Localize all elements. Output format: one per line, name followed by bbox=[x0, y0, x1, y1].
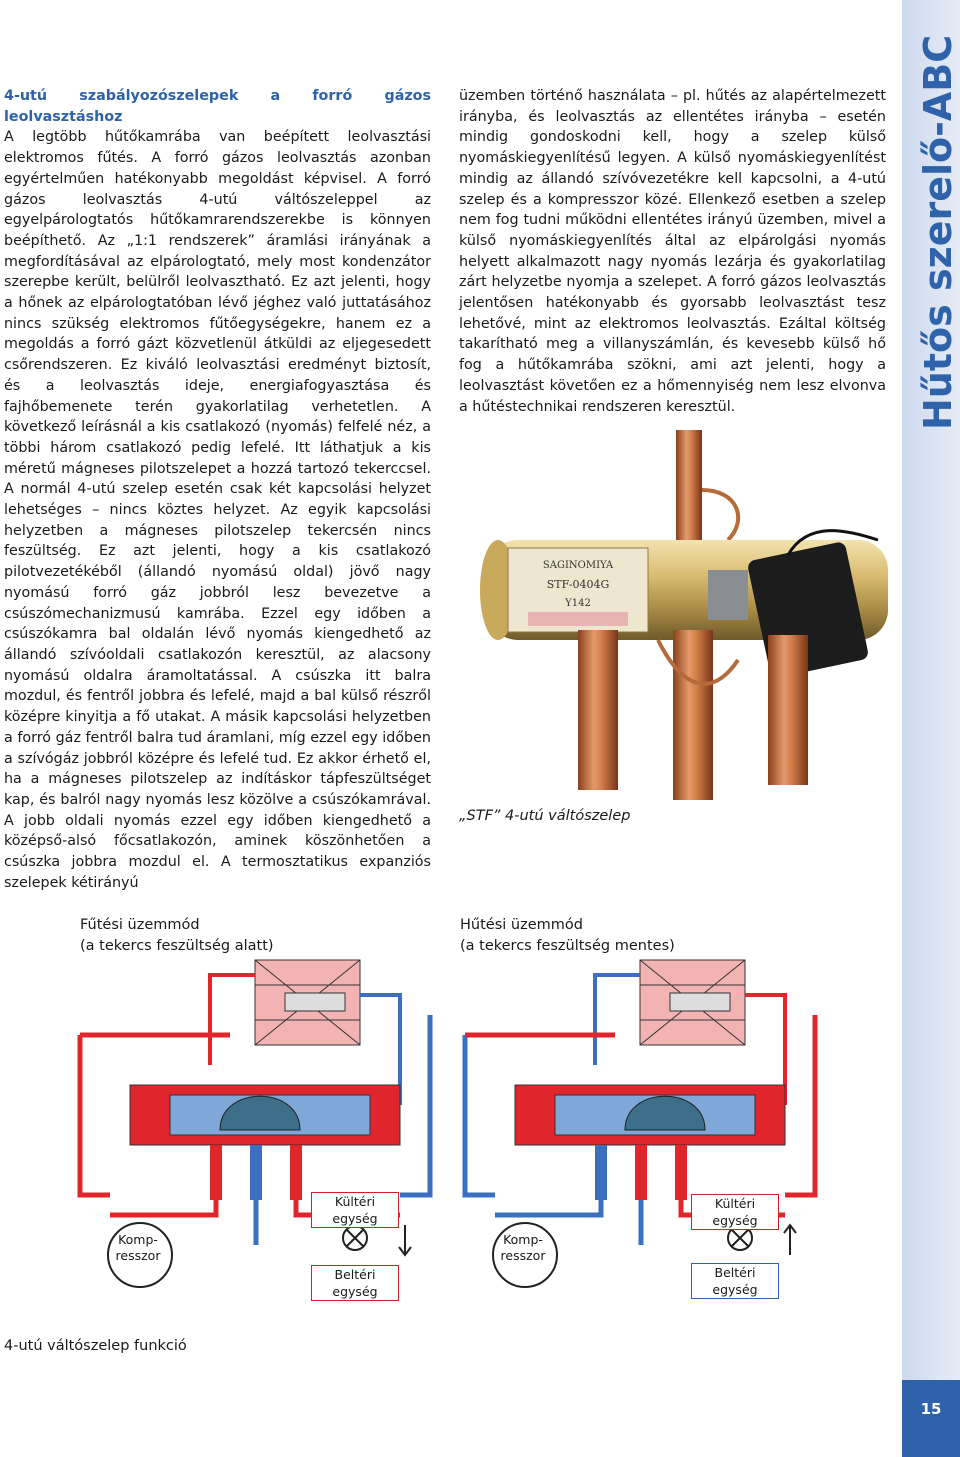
right-outdoor-unit-label: Kültéri egység bbox=[691, 1194, 779, 1230]
right-compressor-label-2: resszor bbox=[500, 1248, 546, 1263]
left-compressor-label-1: Komp- bbox=[118, 1232, 158, 1247]
article-heading: 4-utú szabályozószelepek a forró gázos leolvasztáshoz bbox=[4, 88, 431, 125]
photo-caption: „STF” 4-utú váltószelep bbox=[459, 808, 631, 824]
left-paragraph: A legtöbb hűtőkamrába van beépített leolvasztási elektromos fűtés. A forró gázos leolvasztás azonban egyértelműen hatékonyabb megoldást képvisel. A forró gázos leolvasztás 4-utú váltószeleppel az egyelpárologtatós hűtőkamrarendszerekbe is könnyen beépíthető. Az „1:1 rendszerek” áramlási irányának a megfordításával az elpárologtató, mely most kondenzátor szerepbe került, belülről leolvasztható. Ez azt jelenti, hogy a hőnek az elpárologtatóban lévő jéghez való juttatásához nincs szükség elektromos fűtőegységekre, hanem ez a megoldás a forró gázt közvetlenül átküldi az eljegesedett csőrendszeren. Ez kiváló leolvasztási eredményt biztosít, és a leolvasztás ideje, energiafogyasztása és fajhőbemenete terén gyakorlatilag verhetetlen. A következő leírásnál a kis csatlakozó (nyomás) felfelé néz, a többi három csatlakozó pedig lefelé. Itt láthatjuk a kis méretű mágneses pilotszelepet a hozzá tartozó tekerccsel. A normál 4-utú szelep esetén csak két kapcsolási helyzet lehetséges – nincs köztes helyzet. Az egyik kapcsolási helyzetben a mágneses pilotszelep tekercsén nincs feszültség. Ez azt jelenti, hogy a kis csatlakozó pilotvezetékéből (állandó nyomású oldal) jövő nagy nyomású forró gáz jobbról lesz bevezetve a csúszómechanizmusú kamrába. Ezzel egy időben a csúszókamra bal oldalán lévő nyomás kiengedhető az állandó szívóoldali csatlakozón keresztül, az alacsony nyomású oldalra áramoltatással. A csúszka itt balra mozdul, és fentről jobbra és lefelé, majd a bal külső részről középre kinyitja a fő utakat. A másik kapcsolási helyzetben a forró gáz fentről balra tud áramlani, míg ezzel egy időben a szívógáz jobbról középre és lefelé tud. Ez akkor érhető el, ha a mágneses pilotszelep az indításkor tápfeszültséget kap, és balról nagy nyomás lesz közölve a csúszókamrával. A jobb oldali nyomás ezzel egy időben kiengedhető a középső-alsó főcsatlakozón, aminek köszönhetően a csúszka jobbra mozdul el. A termosztatikus expanziós szelepek kétirányú bbox=[4, 129, 431, 891]
left-indoor-unit-label: Beltéri egység bbox=[311, 1265, 399, 1301]
right-diagram-subtitle: (a tekercs feszültség mentes) bbox=[460, 938, 675, 954]
right-indoor-unit-label: Beltéri egység bbox=[691, 1263, 779, 1299]
bottom-tube-middle bbox=[673, 630, 713, 800]
label-model: STF-0404G bbox=[546, 578, 610, 591]
left-compressor-label-2: resszor bbox=[115, 1248, 161, 1263]
top-tube bbox=[676, 430, 702, 550]
right-diagram-title: Hűtési üzemmód bbox=[460, 917, 583, 933]
bottom-tube-left bbox=[578, 630, 618, 790]
sidebar-title: Hűtős szerelő-ABC bbox=[916, 34, 960, 430]
right-text-column bbox=[459, 86, 886, 417]
page-number-box bbox=[902, 1380, 960, 1457]
bottom-tube-right bbox=[768, 635, 808, 785]
left-diagram-title: Fűtési üzemmód bbox=[80, 917, 200, 933]
label-code: Y142 bbox=[565, 598, 591, 609]
diagrams-caption: 4-utú váltószelep funkció bbox=[4, 1338, 187, 1354]
right-paragraph: üzemben történő használata – pl. hűtés az alapértelmezett irányba, és leolvasztás az ellentétes irányba – esetén mindig gondoskodni kell, hogy a szelep külső nyomáskiegyenlítésű legyen. A külső nyomáskiegyenlítést mindig az állandó szívóvezetékre kell kapcsolni, a 4-utú szelep és a kompresszor közé. Ellenkező esetben a szelep nem fog tudni működni ellentétes irányú üzemben, mivel a külső nyomáskiegyenlítés által az elpárolgási nyomás helyett alkalmazott nagy nyomás lezárja és gyakorlatilag zárt helyzetbe nyomja a szelepet. A forró gázos leolvasztás jelentősen hatékonyabb és gyorsabb leolvasztást tesz lehetővé, mint az elektromos leolvasztás. Ezáltal költség takarítható meg a villanyszámlán, és kevesebb külső hő fog a hűtőkamrába szökni, ami azt jelenti, hogy a leolvasztást követően ez a hőmennyiség nem lesz elvonva a hűtéstechnikai rendszeren keresztül. bbox=[459, 88, 886, 415]
left-diagram-subtitle: (a tekercs feszültség alatt) bbox=[80, 938, 274, 954]
left-text-column bbox=[4, 86, 431, 893]
label-brand: SAGINOMIYA bbox=[542, 560, 614, 571]
right-compressor-label-1: Komp- bbox=[503, 1232, 543, 1247]
page-number: 15 bbox=[920, 1400, 942, 1418]
left-outdoor-unit-label: Kültéri egység bbox=[311, 1192, 399, 1228]
valve-photo bbox=[458, 420, 890, 810]
